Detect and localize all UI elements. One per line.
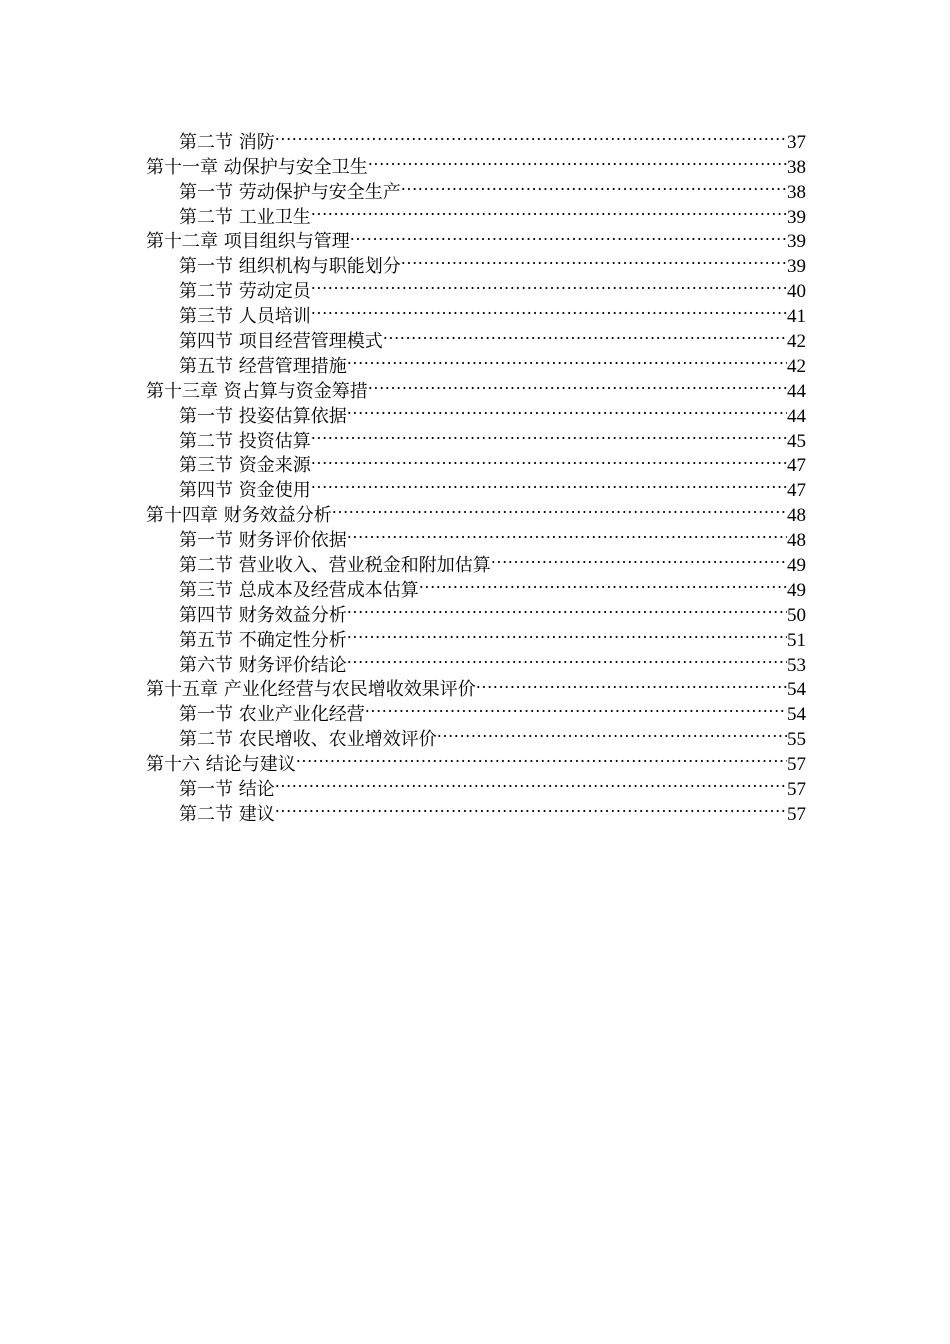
dot-leader bbox=[311, 422, 787, 447]
toc-entry-title: 第一节 组织机构与职能划分 bbox=[179, 256, 401, 278]
toc-entry-title: 第五节 经营管理措施 bbox=[179, 355, 347, 377]
toc-page-number: 51 bbox=[787, 629, 806, 651]
dot-leader bbox=[311, 471, 787, 496]
toc-page-number: 39 bbox=[787, 256, 806, 278]
toc-entry-title: 第一节 结论 bbox=[179, 779, 275, 801]
toc-entry-title: 第十四章 财务效益分析 bbox=[146, 505, 332, 527]
dot-leader bbox=[368, 372, 787, 397]
toc-entry-title: 第二节 建议 bbox=[179, 803, 275, 825]
toc-entry-title: 第一节 财务评价依据 bbox=[179, 530, 347, 552]
toc-page-number: 45 bbox=[787, 430, 806, 452]
dot-leader bbox=[437, 720, 787, 745]
toc-page-number: 37 bbox=[787, 131, 806, 153]
toc-entry-title: 第二节 消防 bbox=[179, 131, 275, 153]
dot-leader bbox=[275, 770, 787, 795]
toc-entry-title: 第二节 营业收入、营业税金和附加估算 bbox=[179, 555, 491, 577]
toc-page-number: 40 bbox=[787, 281, 806, 303]
dot-leader bbox=[383, 322, 787, 347]
toc-entry-title: 第二节 投资估算 bbox=[179, 430, 311, 452]
dot-leader bbox=[311, 297, 787, 322]
dot-leader bbox=[419, 571, 787, 596]
toc-page-number: 54 bbox=[787, 704, 806, 726]
toc-entry-title: 第六节 财务评价结论 bbox=[179, 654, 347, 676]
toc-page-number: 39 bbox=[787, 231, 806, 253]
toc-page-number: 48 bbox=[787, 530, 806, 552]
toc-entry-title: 第二节 工业卫生 bbox=[179, 206, 311, 228]
dot-leader bbox=[275, 795, 787, 820]
toc-entry-title: 第十五章 产业化经营与农民增收效果评价 bbox=[146, 679, 476, 701]
dot-leader bbox=[350, 223, 787, 248]
toc-page-number: 50 bbox=[787, 604, 806, 626]
toc-entry-title: 第四节 资金使用 bbox=[179, 480, 311, 502]
dot-leader bbox=[347, 646, 787, 671]
toc-entry-title: 第十二章 项目组织与管理 bbox=[146, 231, 350, 253]
table-of-contents bbox=[146, 123, 806, 825]
dot-leader bbox=[476, 671, 787, 696]
toc-page-number: 39 bbox=[787, 206, 806, 228]
toc-page-number: 44 bbox=[787, 405, 806, 427]
toc-entry-title: 第一节 劳动保护与安全生产 bbox=[179, 181, 401, 203]
dot-leader bbox=[368, 148, 787, 173]
toc-entry-title: 第三节 人员培训 bbox=[179, 306, 311, 328]
toc-entry-title: 第五节 不确定性分析 bbox=[179, 629, 347, 651]
dot-leader bbox=[296, 745, 787, 770]
dot-leader bbox=[365, 695, 787, 720]
toc-page-number: 57 bbox=[787, 779, 806, 801]
toc-entry-title: 第十三章 资占算与资金筹措 bbox=[146, 380, 368, 402]
dot-leader bbox=[311, 198, 787, 223]
dot-leader bbox=[401, 173, 787, 198]
dot-leader bbox=[311, 272, 787, 297]
toc-page-number: 41 bbox=[787, 306, 806, 328]
dot-leader bbox=[347, 596, 787, 621]
toc-entry-title: 第一节 投姿估算依据 bbox=[179, 405, 347, 427]
toc-page-number: 49 bbox=[787, 555, 806, 577]
toc-page-number: 55 bbox=[787, 729, 806, 751]
toc-page-number: 47 bbox=[787, 480, 806, 502]
toc-entry-title: 第三节 总成本及经营成本估算 bbox=[179, 579, 419, 601]
toc-page-number: 57 bbox=[787, 803, 806, 825]
dot-leader bbox=[347, 397, 787, 422]
toc-page-number: 53 bbox=[787, 654, 806, 676]
toc-page-number: 42 bbox=[787, 355, 806, 377]
toc-page-number: 54 bbox=[787, 679, 806, 701]
toc-entry-title: 第十六 结论与建议 bbox=[146, 754, 296, 776]
dot-leader bbox=[401, 247, 787, 272]
dot-leader bbox=[491, 546, 787, 571]
toc-entry-title: 第十一章 动保护与安全卫生 bbox=[146, 156, 368, 178]
toc-entry-title: 第四节 财务效益分析 bbox=[179, 604, 347, 626]
dot-leader bbox=[347, 347, 787, 372]
toc-entry-title: 第二节 农民增收、农业增效评价 bbox=[179, 729, 437, 751]
toc-page-number: 47 bbox=[787, 455, 806, 477]
toc-page-number: 49 bbox=[787, 579, 806, 601]
toc-section-entry[interactable] bbox=[146, 123, 806, 153]
dot-leader bbox=[347, 621, 787, 646]
toc-page-number: 38 bbox=[787, 156, 806, 178]
toc-page-number: 38 bbox=[787, 181, 806, 203]
toc-entry-title: 第三节 资金来源 bbox=[179, 455, 311, 477]
dot-leader bbox=[347, 521, 787, 546]
toc-entry-title: 第四节 项目经营管理模式 bbox=[179, 331, 383, 353]
toc-page-number: 57 bbox=[787, 754, 806, 776]
toc-page-number: 48 bbox=[787, 505, 806, 527]
dot-leader bbox=[332, 496, 787, 521]
toc-entry-title: 第一节 农业产业化经营 bbox=[179, 704, 365, 726]
dot-leader bbox=[311, 447, 787, 472]
dot-leader bbox=[275, 123, 787, 148]
toc-entry-title: 第二节 劳动定员 bbox=[179, 281, 311, 303]
toc-page-number: 42 bbox=[787, 331, 806, 353]
toc-page-number: 44 bbox=[787, 380, 806, 402]
